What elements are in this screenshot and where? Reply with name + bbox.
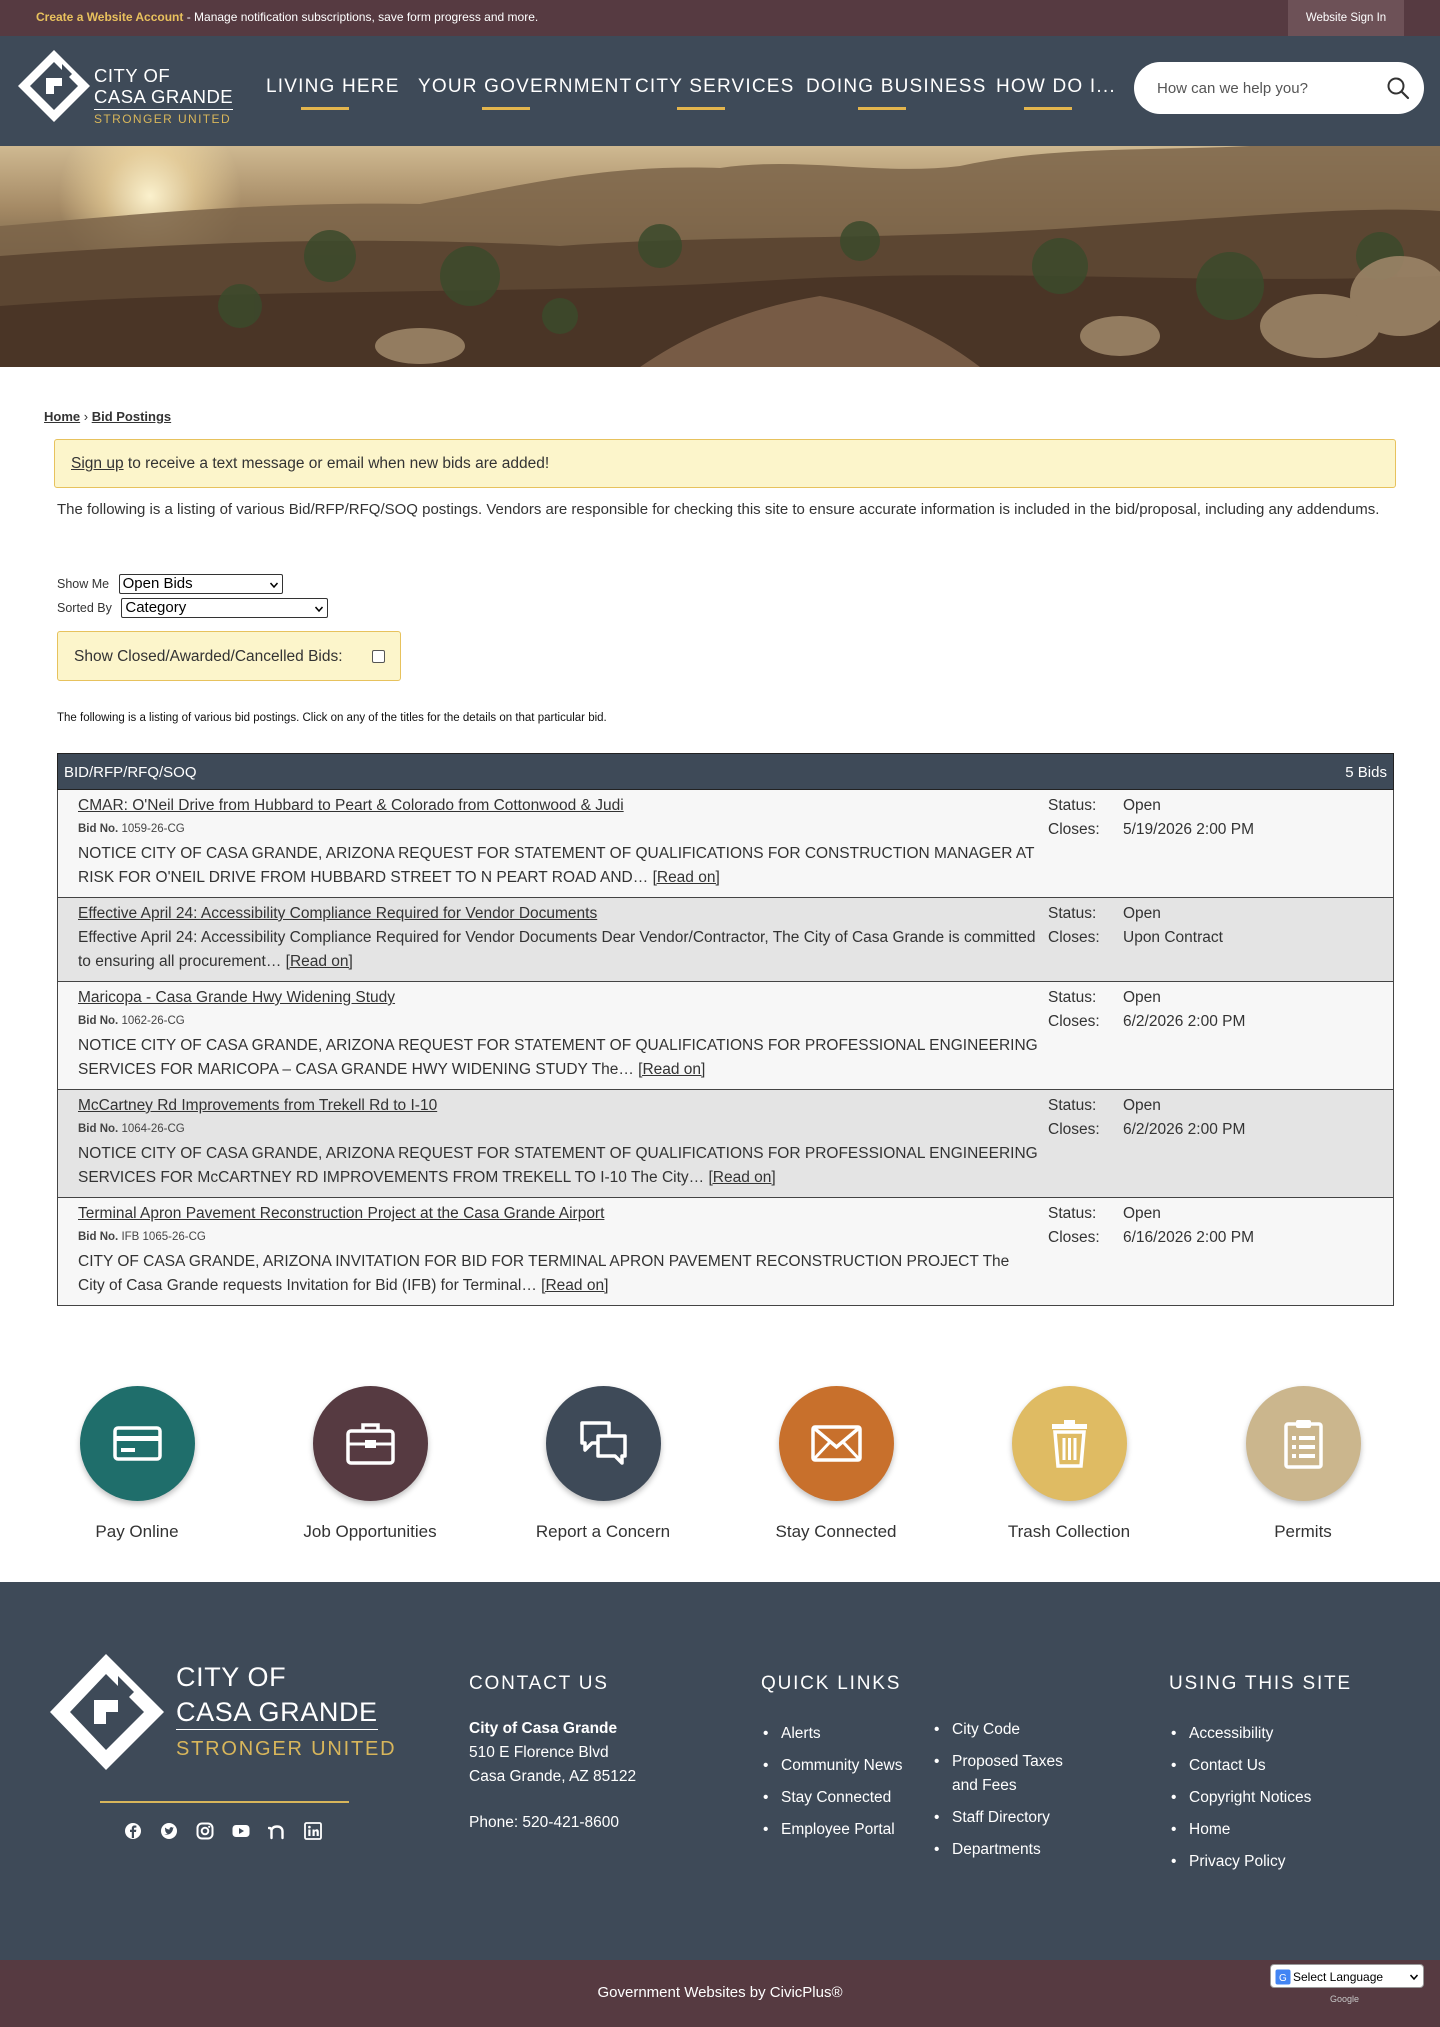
read-on-link[interactable]: [Read on]: [652, 869, 720, 886]
chevron-down-icon: [270, 581, 278, 589]
signup-alert: [54, 439, 1396, 488]
powered-by-google: Google: [1330, 1994, 1360, 2004]
bids-count: 5 Bids: [1345, 764, 1387, 781]
footer-link[interactable]: • Contact Us: [1169, 1750, 1369, 1782]
quick-link-circle: [1246, 1386, 1361, 1501]
status-value: Open: [1123, 797, 1161, 814]
read-on-link[interactable]: [Read on]: [541, 1277, 609, 1294]
instagram-icon[interactable]: [196, 1822, 214, 1840]
closes-label: Closes:: [1048, 1013, 1100, 1030]
show-me-value: Open Bids: [122, 575, 193, 592]
bid-number-label: Bid No.: [78, 823, 119, 835]
bid-title-link[interactable]: Maricopa - Casa Grande Hwy Widening Study: [78, 989, 396, 1006]
bid-number-label: Bid No.: [78, 1123, 119, 1135]
language-select-label: Select Language: [1293, 1970, 1384, 1984]
trash-can-icon: [1044, 1418, 1095, 1469]
logo-tagline: STRONGER UNITED: [94, 112, 232, 126]
bid-row: [57, 1198, 1394, 1306]
bid-number: [78, 1231, 206, 1243]
language-select[interactable]: [1270, 1964, 1424, 1988]
nav-underline: [677, 107, 725, 110]
nav-underline: [301, 107, 349, 110]
quick-link-label: Report a Concern: [535, 1522, 671, 1541]
bid-number-value: 1062-26-CG: [121, 1015, 185, 1027]
closes-label: Closes:: [1048, 929, 1100, 946]
briefcase-icon: [345, 1418, 396, 1469]
hero-banner: [0, 146, 1440, 367]
bid-title-link[interactable]: CMAR: O'Neil Drive from Hubbard to Peart & Colorado from Cottonwood & Judi: [78, 797, 624, 814]
bid-description-text: NOTICE CITY OF CASA GRANDE, ARIZONA REQUEST FOR STATEMENT OF QUALIFICATIONS FOR PROFESSIONAL ENGINEERING SERVICES FOR McCARTNEY RD IMPROVEMENTS FROM TREKELL TO I-10 The City…: [78, 1145, 1038, 1186]
quick-link-circle: [1012, 1386, 1127, 1501]
quick-link-permits[interactable]: [1218, 1386, 1388, 1546]
closes-value: 5/19/2026 2:00 PM: [1123, 821, 1254, 838]
show-me-select[interactable]: [119, 574, 283, 594]
nav-underline: [482, 107, 530, 110]
bid-number: [78, 823, 185, 835]
footer-link[interactable]: • Copyright Notices: [1169, 1782, 1369, 1814]
nextdoor-icon[interactable]: [268, 1822, 286, 1840]
bid-row: [57, 898, 1394, 982]
quick-link-circle: [546, 1386, 661, 1501]
show-closed-label: Show Closed/Awarded/Cancelled Bids:: [74, 648, 343, 665]
search-icon[interactable]: [1386, 76, 1410, 100]
chevron-down-icon: [1410, 1973, 1418, 1981]
quick-link-label: Pay Online: [95, 1522, 179, 1541]
footer-contact-heading: CONTACT US: [469, 1673, 609, 1694]
nav-underline: [858, 107, 906, 110]
linkedin-icon[interactable]: [304, 1822, 322, 1840]
breadcrumb: [44, 409, 171, 424]
closes-value: Upon Contract: [1123, 929, 1223, 946]
facebook-icon[interactable]: [124, 1822, 142, 1840]
read-on-link[interactable]: [Read on]: [285, 953, 353, 970]
breadcrumb-separator: ›: [80, 409, 92, 424]
footer-link[interactable]: • Alerts: [761, 1718, 931, 1750]
nav-how-do-i[interactable]: [996, 76, 1116, 98]
bid-number-value: 1064-26-CG: [121, 1123, 185, 1135]
bid-number-value: 1059-26-CG: [121, 823, 185, 835]
site-footer: [0, 1582, 1440, 1960]
create-account-notice: [36, 10, 538, 24]
chevron-down-icon: [315, 605, 323, 613]
footer-link[interactable]: • Home: [1169, 1814, 1369, 1846]
nav-label: LIVING HERE: [266, 76, 400, 97]
closes-value: 6/2/2026 2:00 PM: [1123, 1121, 1246, 1138]
nav-your-government[interactable]: [418, 76, 632, 98]
bid-number: [78, 1123, 185, 1135]
quick-link-circle: [80, 1386, 195, 1501]
bid-title-link[interactable]: Effective April 24: Accessibility Compliance Required for Vendor Documents: [78, 905, 598, 922]
closes-value: 6/2/2026 2:00 PM: [1123, 1013, 1246, 1030]
status-value: Open: [1123, 905, 1161, 922]
quick-link-pay-online[interactable]: [52, 1386, 222, 1546]
contact-name: City of Casa Grande: [469, 1720, 618, 1737]
footer-link[interactable]: • Community News: [761, 1750, 931, 1782]
bid-row: [57, 790, 1394, 898]
footer-logo-line-1: CITY OF: [176, 1662, 287, 1692]
footer-logo-tagline: STRONGER UNITED: [176, 1738, 397, 1760]
quick-link-job-opportunities[interactable]: [285, 1386, 455, 1546]
bid-number-value: IFB 1065-26-CG: [121, 1231, 206, 1243]
city-logo-mark-icon: [48, 1652, 168, 1772]
bid-number-label: Bid No.: [78, 1015, 119, 1027]
quick-link-report-a-concern[interactable]: [518, 1386, 688, 1546]
listing-note: The following is a listing of various bid postings. Click on any of the titles for the details on that particular bid.: [57, 712, 607, 724]
chat-bubbles-icon: [578, 1418, 629, 1469]
google-translate-icon: [1275, 1969, 1291, 1985]
site-logo[interactable]: [16, 48, 241, 128]
status-label: Status:: [1048, 1205, 1097, 1222]
status-label: Status:: [1048, 797, 1097, 814]
show-closed-box: [57, 631, 401, 681]
signup-alert-text: [71, 455, 549, 473]
bid-number: [78, 1015, 185, 1027]
footer-link[interactable]: • Accessibility: [1169, 1718, 1369, 1750]
bid-description: [78, 1034, 1038, 1082]
footer-using-site-list: [1169, 1718, 1369, 1878]
bid-description-text: NOTICE CITY OF CASA GRANDE, ARIZONA REQUEST FOR STATEMENT OF QUALIFICATIONS FOR PROFESSIONAL ENGINEERING SERVICES FOR MARICOPA – CASA GRANDE HWY WIDENING STUDY The…: [78, 1037, 1038, 1078]
create-account-link[interactable]: Create a Website Account: [36, 10, 184, 24]
nav-underline: [1024, 107, 1072, 110]
signup-text: to receive a text message or email when new bids are added!: [123, 455, 550, 472]
nav-living-here[interactable]: [266, 76, 400, 98]
bid-description: [78, 842, 1038, 890]
status-label: Status:: [1048, 1097, 1097, 1114]
footer-link[interactable]: • Proposed Taxes and Fees: [932, 1750, 1072, 1798]
footer-link[interactable]: • Privacy Policy: [1169, 1846, 1369, 1878]
footer-link[interactable]: • City Code: [932, 1718, 1072, 1742]
bids-category-title[interactable]: BID/RFP/RFQ/SOQ: [64, 764, 197, 781]
closes-label: Closes:: [1048, 1121, 1100, 1138]
utility-bar: [0, 0, 1440, 36]
quick-link-label: Stay Connected: [775, 1522, 897, 1541]
twitter-icon[interactable]: [160, 1822, 178, 1840]
closes-label: Closes:: [1048, 1229, 1100, 1246]
contact-street: 510 E Florence Blvd: [469, 1744, 609, 1761]
bid-number-label: Bid No.: [78, 1231, 119, 1243]
show-me-label: Show Me: [57, 577, 110, 591]
svg-text:G: G: [1279, 1973, 1287, 1984]
read-on-link[interactable]: [Read on]: [638, 1061, 706, 1078]
bid-description: [78, 1142, 1038, 1190]
quick-link-circle: [779, 1386, 894, 1501]
logo-line-2: CASA GRANDE: [94, 86, 233, 110]
contact-phone[interactable]: Phone: 520-421-8600: [469, 1814, 619, 1831]
footer-logo-line-2: CASA GRANDE: [176, 1697, 378, 1730]
footer-quick-links-col2: [932, 1718, 1072, 1862]
footer-contact: [469, 1717, 636, 1835]
status-value: Open: [1123, 1097, 1161, 1114]
search-input[interactable]: How can we help you?: [1157, 80, 1308, 97]
search-box[interactable]: [1134, 62, 1424, 114]
city-logo-mark-icon: [16, 48, 94, 124]
bids-table: [57, 753, 1394, 1306]
closes-label: Closes:: [1048, 821, 1100, 838]
logo-line-1: CITY OF: [94, 65, 171, 86]
breadcrumb-bid-postings[interactable]: Bid Postings: [91, 409, 172, 424]
clipboard-icon: [1278, 1418, 1329, 1469]
bid-title-link[interactable]: Terminal Apron Pavement Reconstruction Project at the Casa Grande Airport: [78, 1205, 605, 1222]
envelope-icon: [811, 1418, 862, 1469]
nav-city-services[interactable]: [635, 76, 795, 98]
nav-doing-business[interactable]: [806, 76, 986, 98]
footer-link[interactable]: • Departments: [932, 1838, 1072, 1862]
quick-link-trash-collection[interactable]: [984, 1386, 1154, 1546]
bid-title-link[interactable]: McCartney Rd Improvements from Trekell Rd to I-10: [78, 1097, 438, 1114]
closes-value: 6/16/2026 2:00 PM: [1123, 1229, 1254, 1246]
create-account-text: - Manage notification subscriptions, save form progress and more.: [183, 10, 539, 24]
read-on-link[interactable]: [Read on]: [708, 1169, 776, 1186]
bids-table-header: [57, 753, 1394, 790]
quick-link-circle: [313, 1386, 428, 1501]
quick-link-label: Trash Collection: [1007, 1522, 1131, 1541]
contact-city: Casa Grande, AZ 85122: [469, 1768, 637, 1785]
contact-spacer: [469, 1789, 636, 1811]
status-value: Open: [1123, 989, 1161, 1006]
nav-label: DOING BUSINESS: [806, 76, 987, 97]
quick-link-label: Job Opportunities: [303, 1522, 437, 1541]
bottom-bar: [0, 1960, 1440, 2027]
intro-text: The following is a listing of various Bid/RFP/RFQ/SOQ postings. Vendors are responsible for checking this site to ensure accurate information is included in the bid/proposal, including any addendums.: [57, 501, 1380, 518]
bid-description-text: NOTICE CITY OF CASA GRANDE, ARIZONA REQUEST FOR STATEMENT OF QUALIFICATIONS FOR CONSTRUCTION MANAGER AT RISK FOR O'NEIL DRIVE FROM HUBBARD STREET TO N PEART ROAD AND…: [78, 845, 1035, 886]
bid-description-text: Effective April 24: Accessibility Compliance Required for Vendor Documents Dear Vendor/Contractor, The City of Casa Grande is committed to ensuring all procurement…: [78, 929, 1036, 970]
bid-row: [57, 982, 1394, 1090]
footer-quick-links-col1: [761, 1718, 931, 1846]
status-label: Status:: [1048, 989, 1097, 1006]
nav-label: HOW DO I...: [996, 76, 1116, 97]
site-header: [0, 36, 1440, 146]
show-me-row: [57, 574, 283, 594]
signup-link[interactable]: Sign up: [71, 455, 124, 472]
footer-link[interactable]: • Staff Directory: [932, 1806, 1072, 1830]
status-label: Status:: [1048, 905, 1097, 922]
sorted-by-select[interactable]: [121, 598, 328, 618]
sorted-by-row: [57, 598, 328, 618]
sorted-by-value: Category: [125, 599, 187, 616]
hero-desert-landscape: [0, 146, 1440, 367]
breadcrumb-home[interactable]: Home: [44, 409, 81, 424]
credit-card-icon: [112, 1418, 163, 1469]
bid-row: [57, 1090, 1394, 1198]
status-value: Open: [1123, 1205, 1161, 1222]
show-closed-checkbox[interactable]: [372, 650, 385, 663]
civicplus-credit[interactable]: Government Websites by CivicPlus®: [597, 1984, 843, 2001]
footer-logo-divider: [100, 1801, 349, 1803]
bid-description-text: CITY OF CASA GRANDE, ARIZONA INVITATION FOR BID FOR TERMINAL APRON PAVEMENT RECONSTRUCTION PROJECT The City of Casa Grande requests Invitation for Bid (IFB) for Terminal…: [78, 1253, 1010, 1294]
quick-link-stay-connected[interactable]: [751, 1386, 921, 1546]
website-sign-in-button[interactable]: Website Sign In: [1288, 0, 1404, 36]
nav-label: CITY SERVICES: [635, 76, 795, 97]
quick-link-label: Permits: [1274, 1522, 1332, 1541]
sorted-by-label: Sorted By: [57, 601, 112, 615]
footer-logo[interactable]: [48, 1652, 408, 1782]
footer-link[interactable]: • Stay Connected: [761, 1782, 931, 1814]
nav-label: YOUR GOVERNMENT: [418, 76, 633, 97]
youtube-icon[interactable]: [232, 1822, 250, 1840]
footer-quick-links-heading: QUICK LINKS: [761, 1673, 902, 1694]
bid-description: [78, 926, 1038, 974]
footer-using-site-heading: USING THIS SITE: [1169, 1673, 1352, 1694]
footer-link[interactable]: • Employee Portal: [761, 1814, 931, 1846]
bid-description: [78, 1250, 1038, 1298]
